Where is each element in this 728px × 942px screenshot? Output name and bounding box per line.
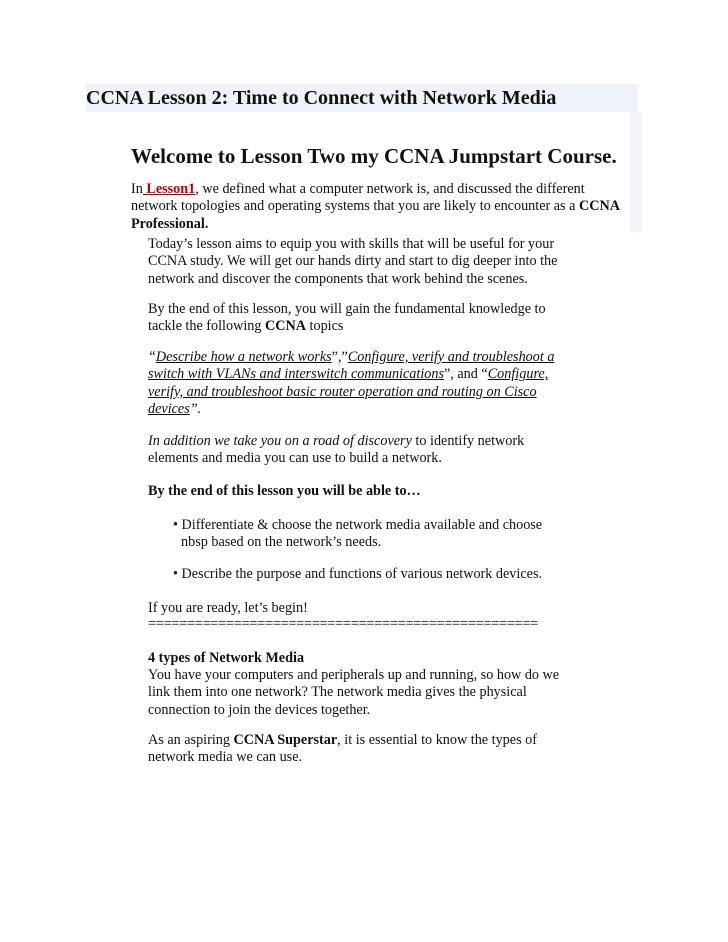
para2-text: By the end of this lesson, you will gain the fundamental knowledge to tackle the following [148,301,546,335]
para2-bold: CCNA [265,318,306,335]
intro-text: , we defined what a computer network is, and discussed the different network topologies and operating systems that you are likely to encounter as a [131,181,585,215]
para3-text: to identify network elements and media you can use to build a network. [148,433,525,467]
para2-suffix: topics [306,318,344,335]
ready-line: If you are ready, let’s begin! [148,600,308,616]
objectives-heading: By the end of this lesson you will be able to… [148,483,421,499]
topics-sep-1: ”,” [331,349,348,365]
bullet-item-1 [173,517,563,552]
para-discovery [148,433,573,468]
lesson1-link[interactable] [143,181,195,197]
topic-link-2[interactable]: Configure, verify and troubleshoot a switch with VLANs and interswitch communications [148,349,555,383]
para-today: Today’s lesson aims to equip you with skills that will be useful for your CCNA study. We will get our hands dirty and start to dig deeper into the network and discover the components that work behind the scenes. [148,236,558,287]
closing-paragraph [148,732,573,767]
bullet-1-line2: nbsp based on the network’s needs. [181,534,382,551]
topic-link-1[interactable]: Describe how a network works [155,349,332,365]
topics-paragraph [148,349,578,419]
lesson1-link-text[interactable]: Lesson1 [146,181,196,197]
intro-bold: CCNA Professional. [131,198,620,232]
closing-prefix: As an aspiring [148,732,234,748]
divider-line: ================================================== [148,616,539,632]
bullet-2-line1: • Describe the purpose and functions of various network devices. [173,566,543,582]
closing-bold: CCNA Superstar [233,732,338,748]
page-title: CCNA Lesson 2: Time to Connect with Network Media [86,87,557,109]
welcome-heading: Welcome to Lesson Two my CCNA Jumpstart Course. [131,144,617,168]
page-shade [630,112,642,232]
topic-link-3[interactable]: Configure, verify, and troubleshoot basic router operation and routing on Cisco devices [148,366,549,418]
topics-open-quote: “ [148,349,156,365]
bullet-1-line1: • Differentiate & choose the network media available and choose [173,517,543,533]
section-paragraph: You have your computers and peripherals up and running, so how do we link them into one network? The network media gives the physical connection to join the devices together. [148,667,560,718]
section-heading: 4 types of Network Media [148,650,305,666]
para-end-of-lesson [148,301,573,336]
intro-prefix: In [131,181,143,197]
intro-paragraph [131,181,631,233]
bullet-item-2 [173,566,563,583]
topics-sep-2: ”, and “ [443,366,488,383]
para3-italic: In addition we take you on a road of discovery [148,433,412,449]
topics-end: ”. [189,401,202,418]
closing-text: , it is essential to know the types of network media we can use. [148,732,537,766]
